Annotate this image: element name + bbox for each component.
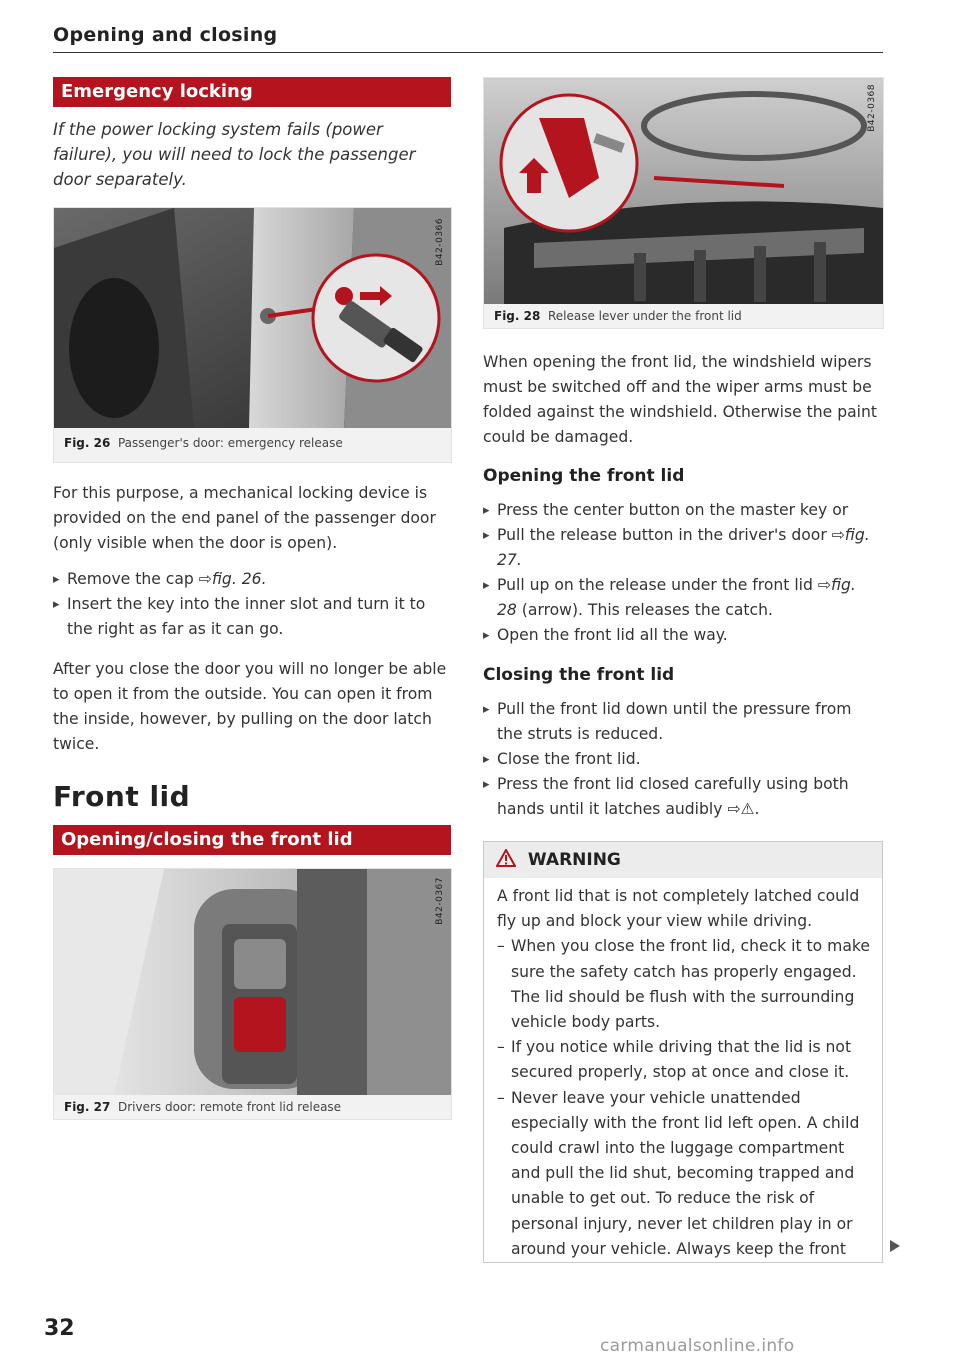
figure-26 <box>53 207 452 463</box>
warning-items <box>497 934 870 1262</box>
figure-27 <box>53 868 452 1120</box>
closing-front-lid-heading: Closing the front lid <box>483 665 675 685</box>
list-item <box>53 567 451 592</box>
emergency-locking-heading: Emergency locking <box>53 77 451 107</box>
warning-triangle-icon <box>496 850 522 870</box>
warning-reference-link[interactable]: ⇨⚠. <box>727 800 760 818</box>
watermark: carmanualsonline.info <box>600 1336 795 1356</box>
list-item: ▸ Pull the front lid down until the pressure from the struts is reduced. <box>483 697 879 747</box>
warning-text: A front lid that is not completely latched could fly up and block your view while driving. <box>497 887 860 931</box>
figure-reference-link[interactable]: ⇨fig. 26. <box>198 570 267 588</box>
list-item <box>483 523 879 573</box>
warning-box <box>483 841 883 1263</box>
figure-reference-link[interactable]: ⇨fig. 27. <box>497 526 870 569</box>
list-item: ▸ Open the front lid all the way. <box>483 623 879 648</box>
emergency-intro: If the power locking system fails (power failure), you will need to lock the passenger door separately. <box>53 120 416 189</box>
continue-arrow-icon[interactable] <box>890 1240 900 1252</box>
list-item: – Never leave your vehicle unattended especially with the front lid left open. A child could crawl into the luggage compartment and pull the lid shut, becoming trapped and unable to get out. To reduce the risk of personal injury, never let children play in or around your vehicle. Always keep the front <box>497 1086 870 1262</box>
figure-27-number: Fig. 27 <box>64 1100 111 1114</box>
section-title: Opening and closing <box>53 24 278 46</box>
step-text-tail: (arrow). This releases the catch. <box>516 601 773 619</box>
front-lid-intro: When opening the front lid, the windshield wipers must be switched off and the wiper arms must be folded against the windshield. Otherwise the paint could be damaged. <box>483 353 877 446</box>
list-item <box>483 772 879 822</box>
figure-28-id: B42-0368 <box>867 84 877 132</box>
list-item: ▸ Press the center button on the master key or <box>483 498 879 523</box>
emergency-para-2: After you close the door you will no longer be able to open it from the outside. You can open it from the inside, however, by pulling on the door latch twice. <box>53 660 447 753</box>
list-item: – If you notice while driving that the lid is not secured properly, stop at once and close it. <box>497 1035 870 1085</box>
list-item: ▸ Close the front lid. <box>483 747 879 772</box>
figure-28-caption-text: Release lever under the front lid <box>547 309 742 323</box>
opening-steps <box>483 498 879 648</box>
figure-26-caption-text: Passenger's door: emergency release <box>117 436 343 450</box>
step-text: Pull up on the release under the front lid <box>497 576 818 594</box>
figure-26-image <box>54 208 451 428</box>
figure-28-image <box>484 78 883 304</box>
figure-reference-link[interactable]: ⇨fig. 28 <box>497 576 856 619</box>
warning-label: WARNING <box>527 850 621 870</box>
figure-28-caption <box>484 304 883 331</box>
warning-body <box>484 878 882 1268</box>
figure-27-caption-text: Drivers door: remote front lid release <box>117 1100 342 1114</box>
figure-27-id: B42-0367 <box>435 877 445 925</box>
figure-27-image <box>54 869 451 1095</box>
emergency-para-1: For this purpose, a mechanical locking device is provided on the end panel of the passenger door (only visible when the door is open). <box>53 484 436 552</box>
list-item <box>483 573 879 623</box>
figure-28 <box>483 77 884 329</box>
page-number: 32 <box>44 1316 75 1341</box>
step-text: Remove the cap <box>67 570 199 588</box>
front-lid-title: Front lid <box>53 780 191 813</box>
header-rule <box>53 52 883 53</box>
figure-26-number: Fig. 26 <box>64 436 111 450</box>
warning-header <box>484 842 882 878</box>
emergency-steps <box>53 567 451 642</box>
step-text: Pull the release button in the driver's door <box>497 526 832 544</box>
figure-26-id: B42-0366 <box>435 218 445 266</box>
step-text: Press the front lid closed carefully using both hands until it latches audibly <box>497 775 849 818</box>
figure-28-number: Fig. 28 <box>494 309 541 323</box>
figure-27-caption <box>54 1095 451 1122</box>
figure-26-caption <box>54 428 451 458</box>
opening-closing-heading: Opening/closing the front lid <box>53 825 451 855</box>
closing-steps <box>483 697 879 822</box>
list-item: ▸ Insert the key into the inner slot and turn it to the right as far as it can go. <box>53 592 451 642</box>
list-item: – When you close the front lid, check it to make sure the safety catch has properly engaged. The lid should be flush with the surrounding vehicle body parts. <box>497 934 870 1035</box>
opening-front-lid-heading: Opening the front lid <box>483 466 685 486</box>
